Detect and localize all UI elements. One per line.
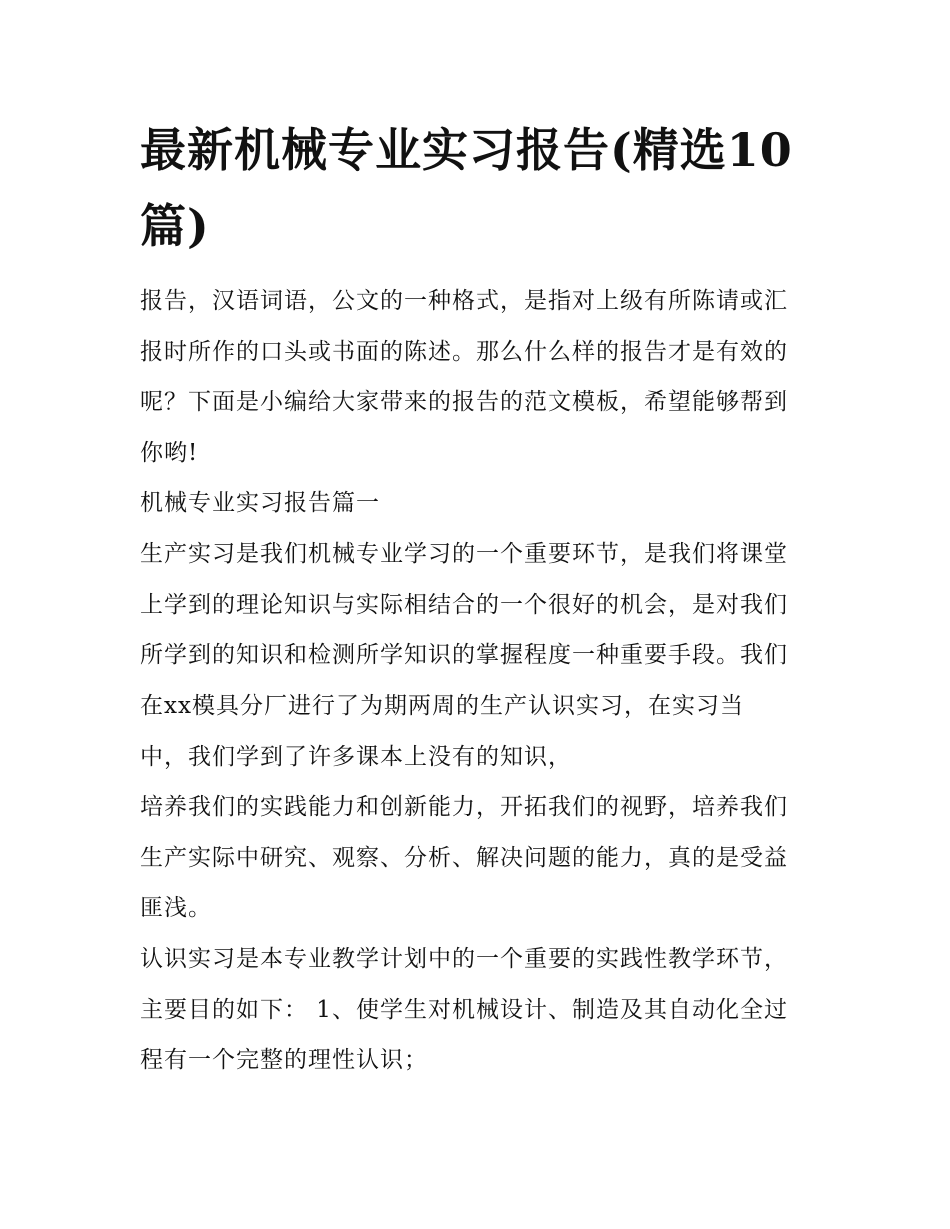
paragraph-line: 呢？下面是小编给大家带来的报告的范文模板，希望能够帮到 [140,389,788,415]
paragraph-line: 你哟! [140,440,199,466]
paragraph-line: 认识实习是本专业教学计划中的一个重要的实践性教学环节， [140,946,788,972]
document-title: 最新机械专业实习报告(精选10篇) [140,123,793,253]
section-heading: 机械专业实习报告篇一 [140,490,380,516]
paragraph-line: 程有一个完整的理性认识； [140,1047,428,1073]
paragraph-line: 生产实习是我们机械专业学习的一个重要环节，是我们将课堂 [140,541,788,567]
paragraph-line: 上学到的理论知识与实际相结合的一个很好的机会，是对我们 [140,592,788,618]
paragraph-line: 中，我们学到了许多课本上没有的知识， [140,744,572,770]
paragraph-line: 报时所作的口头或书面的陈述。那么什么样的报告才是有效的 [140,339,788,365]
paragraph-line: 所学到的知识和检测所学知识的掌握程度一种重要手段。我们 [140,642,788,668]
paragraph-line: 生产实际中研究、观察、分析、解决问题的能力，真的是受益 [140,845,788,871]
paragraph-line: 匪浅。 [140,895,212,921]
paragraph-line: 主要目的如下： 1、使学生对机械设计、制造及其自动化全过 [140,997,788,1023]
paragraph-line: 培养我们的实践能力和创新能力，开拓我们的视野，培养我们 [140,794,788,820]
paragraph-line: 报告，汉语词语，公文的一种格式，是指对上级有所陈请或汇 [140,288,788,314]
paragraph-line: 在xx模具分厂进行了为期两周的生产认识实习，在实习当 [140,693,744,719]
